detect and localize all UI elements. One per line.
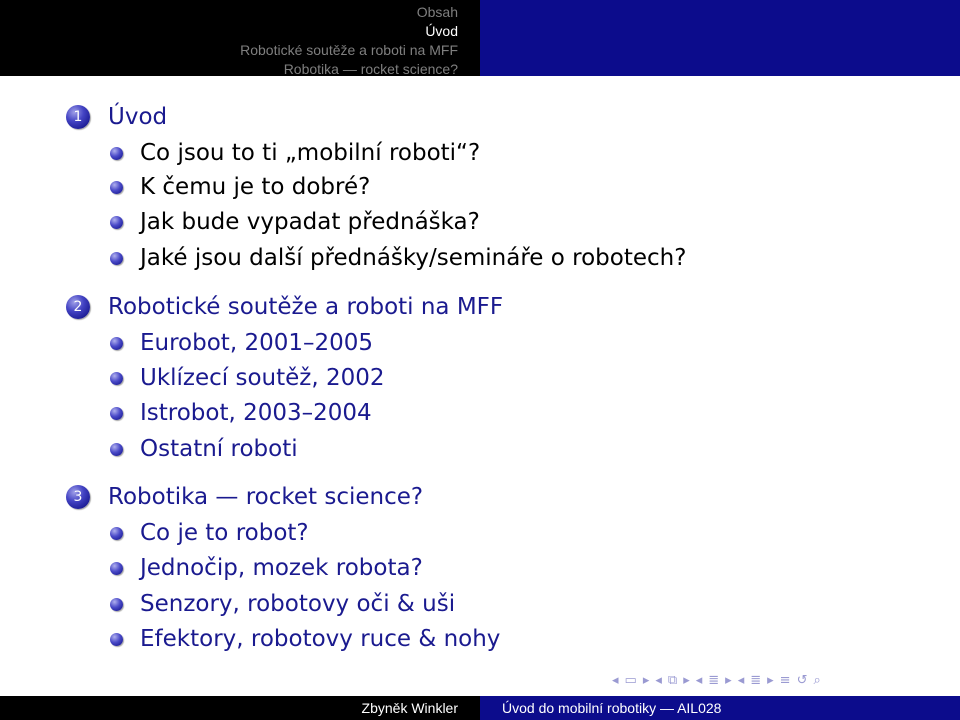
subsection-label: Ostatní roboti xyxy=(140,436,298,462)
footer-bar xyxy=(0,696,960,720)
toc-subsection[interactable] xyxy=(110,516,309,550)
toc-section-heading[interactable] xyxy=(66,290,503,324)
subsection-icon[interactable]: ⧉ xyxy=(667,672,678,688)
toc-subsection[interactable] xyxy=(110,136,480,170)
bullet-ball-icon xyxy=(110,527,123,540)
bullet-ball-icon xyxy=(110,598,123,611)
next-section-icon[interactable]: ▸ xyxy=(767,672,774,688)
subsection-label: Co je to robot? xyxy=(140,520,309,546)
nav-link-souteze[interactable]: Robotické soutěže a roboti na MFF xyxy=(240,42,458,58)
nav-link-uvod[interactable]: Úvod xyxy=(425,23,458,39)
toc-subsection[interactable] xyxy=(110,241,686,275)
subsection-label: K čemu je to dobré? xyxy=(140,174,371,200)
bullet-ball-icon xyxy=(110,443,123,456)
subsection-label: Jaké jsou další přednášky/semináře o robotech? xyxy=(140,245,687,271)
footer-title: Úvod do mobilní robotiky — AIL028 xyxy=(480,696,960,720)
navigation-symbols xyxy=(612,670,821,690)
section-title: Robotika — rocket science? xyxy=(108,484,424,510)
section-number-ball: 2 xyxy=(66,295,90,319)
subsection-label: Istrobot, 2003–2004 xyxy=(140,400,372,426)
bullet-ball-icon xyxy=(110,407,123,420)
section-title: Úvod xyxy=(108,104,168,130)
subsection-label: Jak bude vypadat přednáška? xyxy=(140,209,480,235)
section-title: Robotické soutěže a roboti na MFF xyxy=(108,294,504,320)
prev-section-icon[interactable]: ◂ xyxy=(737,672,745,688)
nav-link-robotika[interactable]: Robotika — rocket science? xyxy=(283,61,458,77)
section-icon[interactable]: ≣ xyxy=(708,672,720,688)
toc-subsection[interactable] xyxy=(110,622,500,656)
next-frame-icon[interactable]: ▸ xyxy=(642,672,650,688)
subsection-label: Jednočip, mozek robota? xyxy=(140,555,423,581)
search-icon[interactable]: ↺ xyxy=(796,672,808,688)
toc-subsection[interactable] xyxy=(110,551,423,585)
bullet-ball-icon xyxy=(110,372,123,385)
next-subsection-icon[interactable]: ▸ xyxy=(683,672,690,688)
toc-section-heading[interactable] xyxy=(66,480,423,514)
bullet-ball-icon xyxy=(110,252,123,265)
bullet-ball-icon xyxy=(110,562,123,575)
section-icon[interactable]: ≣ xyxy=(750,672,762,688)
toc-subsection[interactable] xyxy=(110,326,373,360)
bullet-ball-icon xyxy=(110,337,123,350)
subsection-label: Co jsou to ti „mobilní roboti“? xyxy=(140,140,481,166)
subsection-label: Uklízecí soutěž, 2002 xyxy=(140,365,385,391)
toc-section-heading[interactable] xyxy=(66,100,167,134)
search-icon[interactable]: ⌕ xyxy=(813,672,821,688)
prev-frame-icon[interactable]: ◂ xyxy=(612,672,619,688)
frame-icon[interactable]: ▭ xyxy=(624,672,637,688)
toc-subsection[interactable] xyxy=(110,170,370,204)
next-section-icon[interactable]: ▸ xyxy=(725,672,732,688)
toc-subsection[interactable] xyxy=(110,587,455,621)
subsection-label: Senzory, robotovy oči & uši xyxy=(140,591,456,617)
bullet-ball-icon xyxy=(110,216,123,229)
bullet-ball-icon xyxy=(110,633,123,646)
prev-section-icon[interactable]: ◂ xyxy=(695,672,703,688)
footer-author: Zbyněk Winkler xyxy=(0,696,480,720)
section-number-ball: 3 xyxy=(66,485,90,509)
toc-subsection[interactable] xyxy=(110,361,385,395)
document-icon[interactable]: ≡ xyxy=(779,672,791,688)
section-number-ball: 1 xyxy=(66,105,90,129)
toc-subsection[interactable] xyxy=(110,396,372,430)
toc-subsection[interactable] xyxy=(110,205,480,239)
bullet-ball-icon xyxy=(110,181,123,194)
subsection-label: Efektory, robotovy ruce & nohy xyxy=(140,626,501,652)
prev-subsection-icon[interactable]: ◂ xyxy=(655,672,662,688)
toc-subsection[interactable] xyxy=(110,432,298,466)
nav-link-contents[interactable]: Obsah xyxy=(416,4,458,20)
bullet-ball-icon xyxy=(110,147,123,160)
subsection-label: Eurobot, 2001–2005 xyxy=(140,330,374,356)
